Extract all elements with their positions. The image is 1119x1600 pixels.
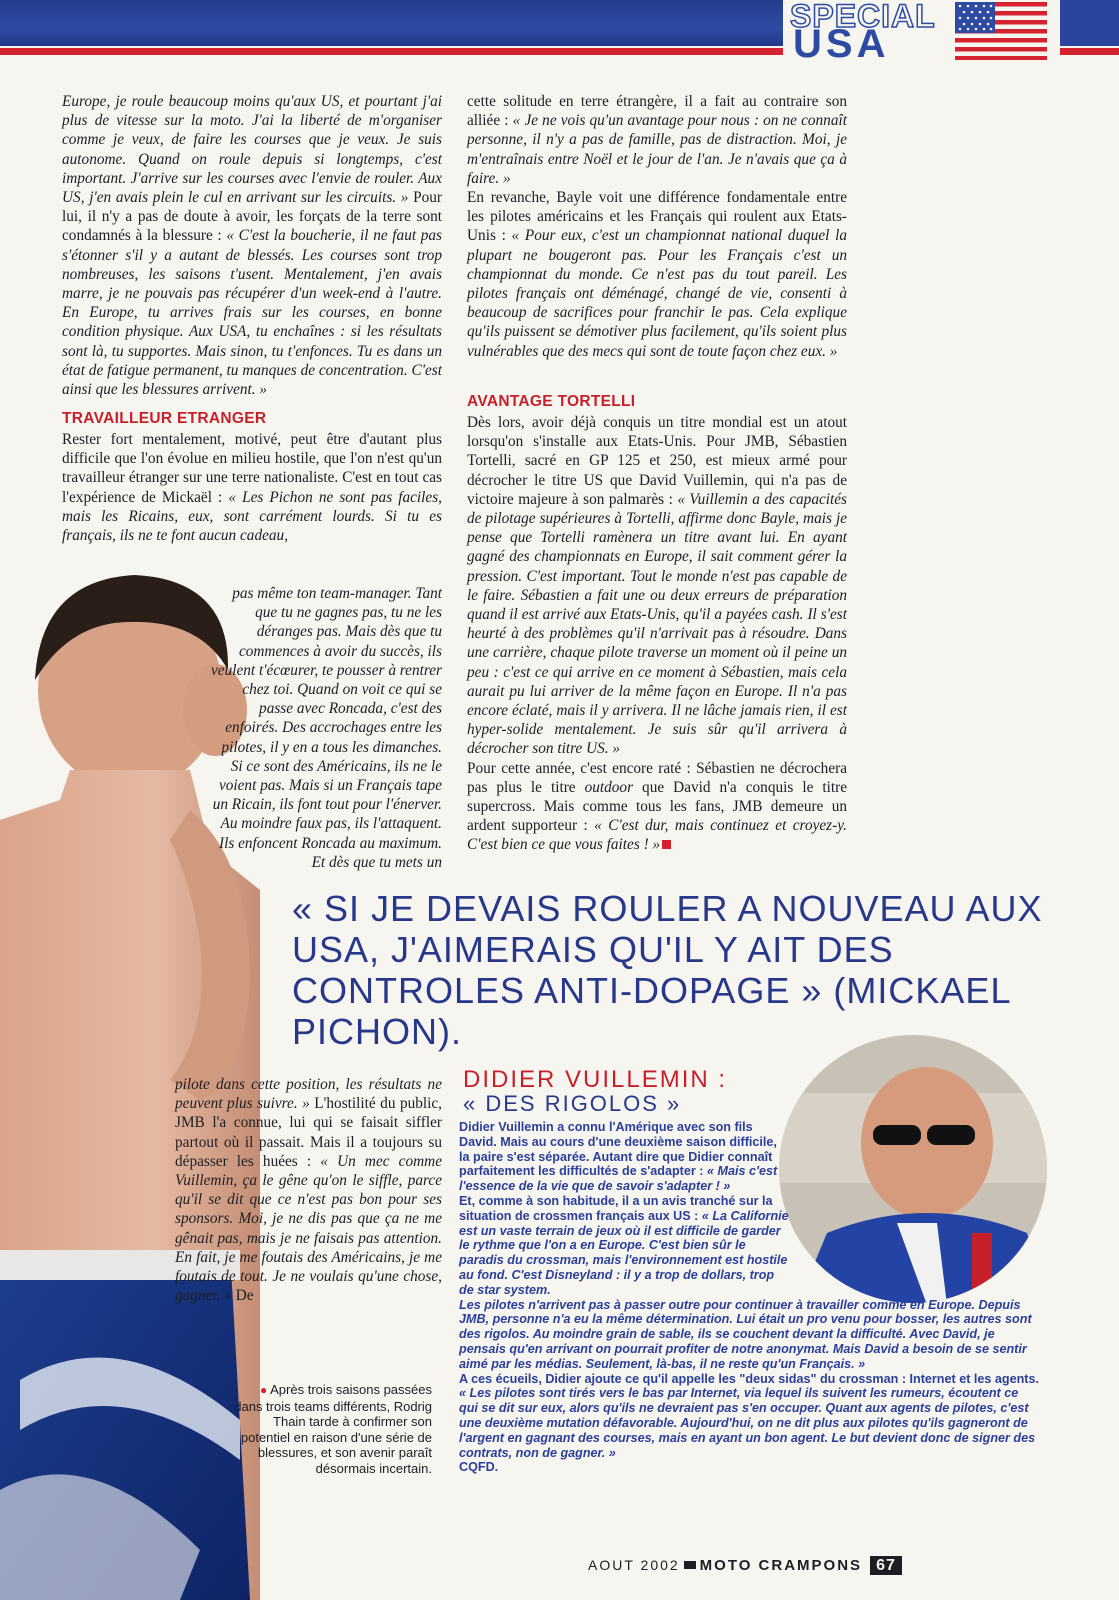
sidebar-p1: Didier Vuillemin a connu l'Amérique avec son fils David. Mais au cours d'une deuxième saison difficile, la paire s'est séparée. Autant dire que Didier connaît parfaitement les difficultés de s'adapter :	[459, 1120, 777, 1179]
sidebar-body	[459, 1120, 1039, 1475]
left-para2-intro: Pour lui, il n'y a pas de doute à avoir, les forçats de la terre sont condamnés à la blessure :	[62, 189, 442, 245]
page-footer	[588, 1556, 902, 1575]
sidebar-p2-quote-b: Les pilotes n'arrivent pas à passer outre pour continuer à travailler comme en Europe. Depuis JMB, personne n'a eu la même détermination. Lui était un pro venu pour bosser, les autres sont des rigolos. Au moindre grain de sable, ils se couchent devant la difficulté. Avec David, je pensais qu'en arrivant on pourrait profiter de notre anonymat. Mais David a besoin de se sentir aimé par les médias. Seulement, là-bas, il ne reste qu'un Français. »	[459, 1297, 1032, 1371]
end-mark-icon	[662, 840, 671, 849]
sidebar-p1-quote: « Mais c'est l'essence de la vie que de savoir s'adapter ! »	[459, 1164, 778, 1194]
right-para4-italic: outdoor	[584, 778, 634, 796]
photo-caption	[232, 1382, 432, 1476]
header-bar-right	[1060, 0, 1119, 46]
page-number: 67	[870, 1556, 902, 1575]
sidebar-subtitle: « DES RIGOLOS »	[463, 1091, 682, 1116]
left-column-top	[62, 92, 442, 399]
sidebar-p2-quote-a: « La Californie est un vaste terrain de jeux où il est difficile de garder le rythme que l'on a en Europe. C'est bien sûr le paradis du crossman, mais l'environnement est hostile au fond. C'est Disneyland : il y a trop de dollars, trop de star system.	[459, 1208, 789, 1297]
right-para4-quote: « C'est dur, mais continuez et croyez-y. C'est bien ce que vous faites ! »	[467, 817, 847, 854]
right-para2-quote: « Pour eux, c'est un championnat national duquel la plupart ne bougeront pas. Pour les Français c'est un championnat du monde. Ce n'est pas du tout pareil. Les pilotes français ont déménagé, changé de vie, consenti à beaucoup de sacrifices pour franchir le pas. Cela explique qu'ils puissent se démotiver plus facilement, qu'ils soient plus vulnérables que des mecs qui sont de toute façon chez eux. »	[467, 227, 848, 360]
footer-issue: AOUT 2002	[588, 1557, 680, 1573]
right-para2: En revanche, Bayle voit une différence fondamentale entre les pilotes américains et les Français qui roulent aux Etats-Unis :	[467, 189, 847, 245]
usa-label: USA	[793, 22, 890, 66]
left-para2-quote: « C'est la boucherie, il ne faut pas s'étonner s'il y a autant de blessés. Les courses sont trop nombreuses, les saisons t'usent. Mentalement, j'en avais marre, je ne pouvais pas récupérer d'un week-end à l'autre. En Europe, tu arrives frais sur les courses, en bonne condition physique. Aux USA, tu enchaînes : si les résultats sont là, tu supportes. Mais sinon, tu t'enfonces. Tu es dans un état de fatigue permanent, tu manques de concentration. C'est ainsi que les blessures arrivent. »	[62, 227, 443, 399]
heading-travailleur-etranger: TRAVAILLEUR ETRANGER	[62, 410, 267, 427]
sidebar-p3: A ces écueils, Didier ajoute ce qu'il appelle les "deux sidas" du crossman : Internet et les agents.	[459, 1371, 1039, 1386]
right-para3-quote: « Vuillemin a des capacités de pilotage supérieures à Tortelli, affirme donc Bayle, mais je pense que Tortelli ramènera un titre avant lui. En ayant gagné des championnats en Europe, il sait comment gérer la pression. C'est important. Tout le monde n'est pas capable de le faire. Sébastien a fait une ou deux erreurs de préparation quand il est arrivé aux Etats-Unis, qu'il a payées cash. Il s'est heurté à des problèmes qu'il n'arrivait pas à résoudre. Dans une carrière, chaque pilote traverse un moment où il peine un peu : c'est ce qui arrive en ce moment à Sébastien, mais cela aurait pu lui arriver de la même façon en Europe. Il n'a pas encore éclaté, mais il y arrivera. Il ne lâche jamais rien, il est hyper-solide mentalement. Je suis sûr qu'il arrivera à décrocher son titre US. »	[467, 490, 847, 758]
pull-quote: « SI JE DEVAIS ROULER A NOUVEAU AUX USA, J'AIMERAIS QU'IL Y AIT DES CONTROLES ANTI-DOPAGE » (MICKAEL PICHON).	[292, 888, 1043, 1052]
caption-bullet-icon: ●	[259, 1383, 268, 1397]
us-flag-icon	[955, 2, 1047, 60]
right-para3: Dès lors, avoir déjà conquis un titre mondial est un atout lorsqu'on s'installe aux Etats-Unis. Pour JMB, Sébastien Tortelli, sacré en GP 125 et 250, est mieux armé pour décrocher le titre US que David Vuillemin, qui n'a pas de victoire majeure à son palmarès :	[467, 414, 847, 508]
caption-text: Après trois saisons passées dans trois teams différents, Rodrig Thain tarde à confirmer son potentiel en raison d'une série de blessures, et son avenir paraît désormais incertain.	[234, 1382, 432, 1476]
left-wrap-quote: pas même ton team-manager. Tant que tu ne gagnes pas, tu ne les déranges pas. Mais dès que tu commences à avoir du succès, ils veulent t'écœurer, te pousser à rentrer chez toi. Quand on voit ce qui se passe avec Roncada, c'est des enfoirés. Des accrochages entre les pilotes, il y en a tous les dimanches. Si ce sont des Américains, ils ne le voient pas. Mais si un Français tape un Ricain, ils font tout pour l'énerver. Au moindre faux pas, ils l'attaquent. Ils enfoncent Roncada au maximum. Et dès que tu mets un	[211, 585, 442, 871]
heading-avantage-tortelli: AVANTAGE TORTELLI	[467, 393, 636, 410]
right-column	[467, 92, 847, 361]
left-bottom-quote-b: « Un mec comme Vuillemin, ça le gêne qu'on le siffle, parce qu'il se dit que ce n'est pas bon pour ses sponsors. Moi, je ne dis pas que ça ne me gênait pas, mais je ne faisais pas attention. En fait, je me foutais des Américains, je me foutais de tout. Je ne voulais qu'une chose, gagner. »	[175, 1152, 442, 1305]
left-bottom-tail: De	[231, 1287, 254, 1305]
left-bottom-quote-a: pilote dans cette position, les résultats ne peuvent plus suivre. »	[175, 1076, 442, 1113]
sidebar-p2: Et, comme à son habitude, il a un avis tranché sur la situation de crossmen français aux US :	[459, 1193, 773, 1223]
right-para1-quote: « Je ne vois qu'un avantage pour nous : on ne connaît personne, il n'y a pas de famille, pas de distraction. Moi, je m'entraînais entre Noël et le jour de l'an. Je n'avais que ça à faire. »	[467, 112, 847, 187]
right-para4-b: que David n'a conquis le titre supercross. Mais comme tous les fans, JMB demeure un ardent supporteur :	[467, 778, 847, 835]
header-red-stripe	[0, 48, 783, 55]
right-column-lower	[467, 413, 847, 855]
left-para3: Rester fort mentalement, motivé, peut être d'autant plus difficile que l'on évolue en milieu hostile, que l'on n'est qu'un travailleur étranger sur une terre nationaliste. C'est en tout cas l'expérience de Mickaël :	[62, 431, 442, 506]
left-para1-quote: Europe, je roule beaucoup moins qu'aux US, et pourtant j'ai plus de vitesse sur la moto. J'ai la liberté de m'organiser comme je veux, de faire les courses que je veux. Je suis autonome. Quand on roule depuis si longtemps, c'est important. J'arrive sur les courses avec l'envie de rouler. Aux US, j'en avais plein le cul en arrivant sur les circuits. »	[62, 93, 442, 207]
sidebar-title: DIDIER VUILLEMIN :	[463, 1066, 728, 1093]
left-bottom-intro: L'hostilité du public, JMB l'a connue, lui qui se faisait siffler partout où il passait. Mais il a toujours su dépasser les huées :	[175, 1095, 443, 1170]
left-column-mid	[62, 430, 442, 545]
left-para3-quote: « Les Pichon ne sont pas faciles, mais les Ricains, eux, sont carrément lourds. Si tu es français, ils ne te font aucun cadeau,	[62, 488, 442, 545]
sidebar-p3-quote: « Les pilotes sont tirés vers le bas par Internet, via lequel ils suivent les rumeurs, écoutent ce qui se dit sur eux, alors qu'ils ne devraient pas s'en occuper. Quant aux agents de pilotes, c'est une deuxième mutation défavorable. Aujourd'hui, on ne dit plus aux pilotes qu'ils gagneront de l'argent en gagnant des courses, mais en ayant un bon agent. Le but devient donc de signer des contrats, non de gagner. »	[459, 1386, 1036, 1460]
left-column-wrap	[210, 584, 442, 872]
special-label: SPECIAL	[790, 0, 936, 34]
left-column-bottom	[175, 1075, 442, 1305]
right-para1: cette solitude en terre étrangère, il a fait au contraire son alliée :	[467, 93, 847, 130]
sidebar-p3-end: CQFD.	[459, 1460, 499, 1475]
header-red-stripe-right	[1060, 48, 1119, 55]
right-para4: Pour cette année, c'est encore raté : Sébastien ne décrochera pas plus le titre	[467, 759, 847, 796]
footer-magazine: MOTO CRAMPONS	[699, 1557, 863, 1574]
footer-square-icon	[684, 1561, 696, 1569]
